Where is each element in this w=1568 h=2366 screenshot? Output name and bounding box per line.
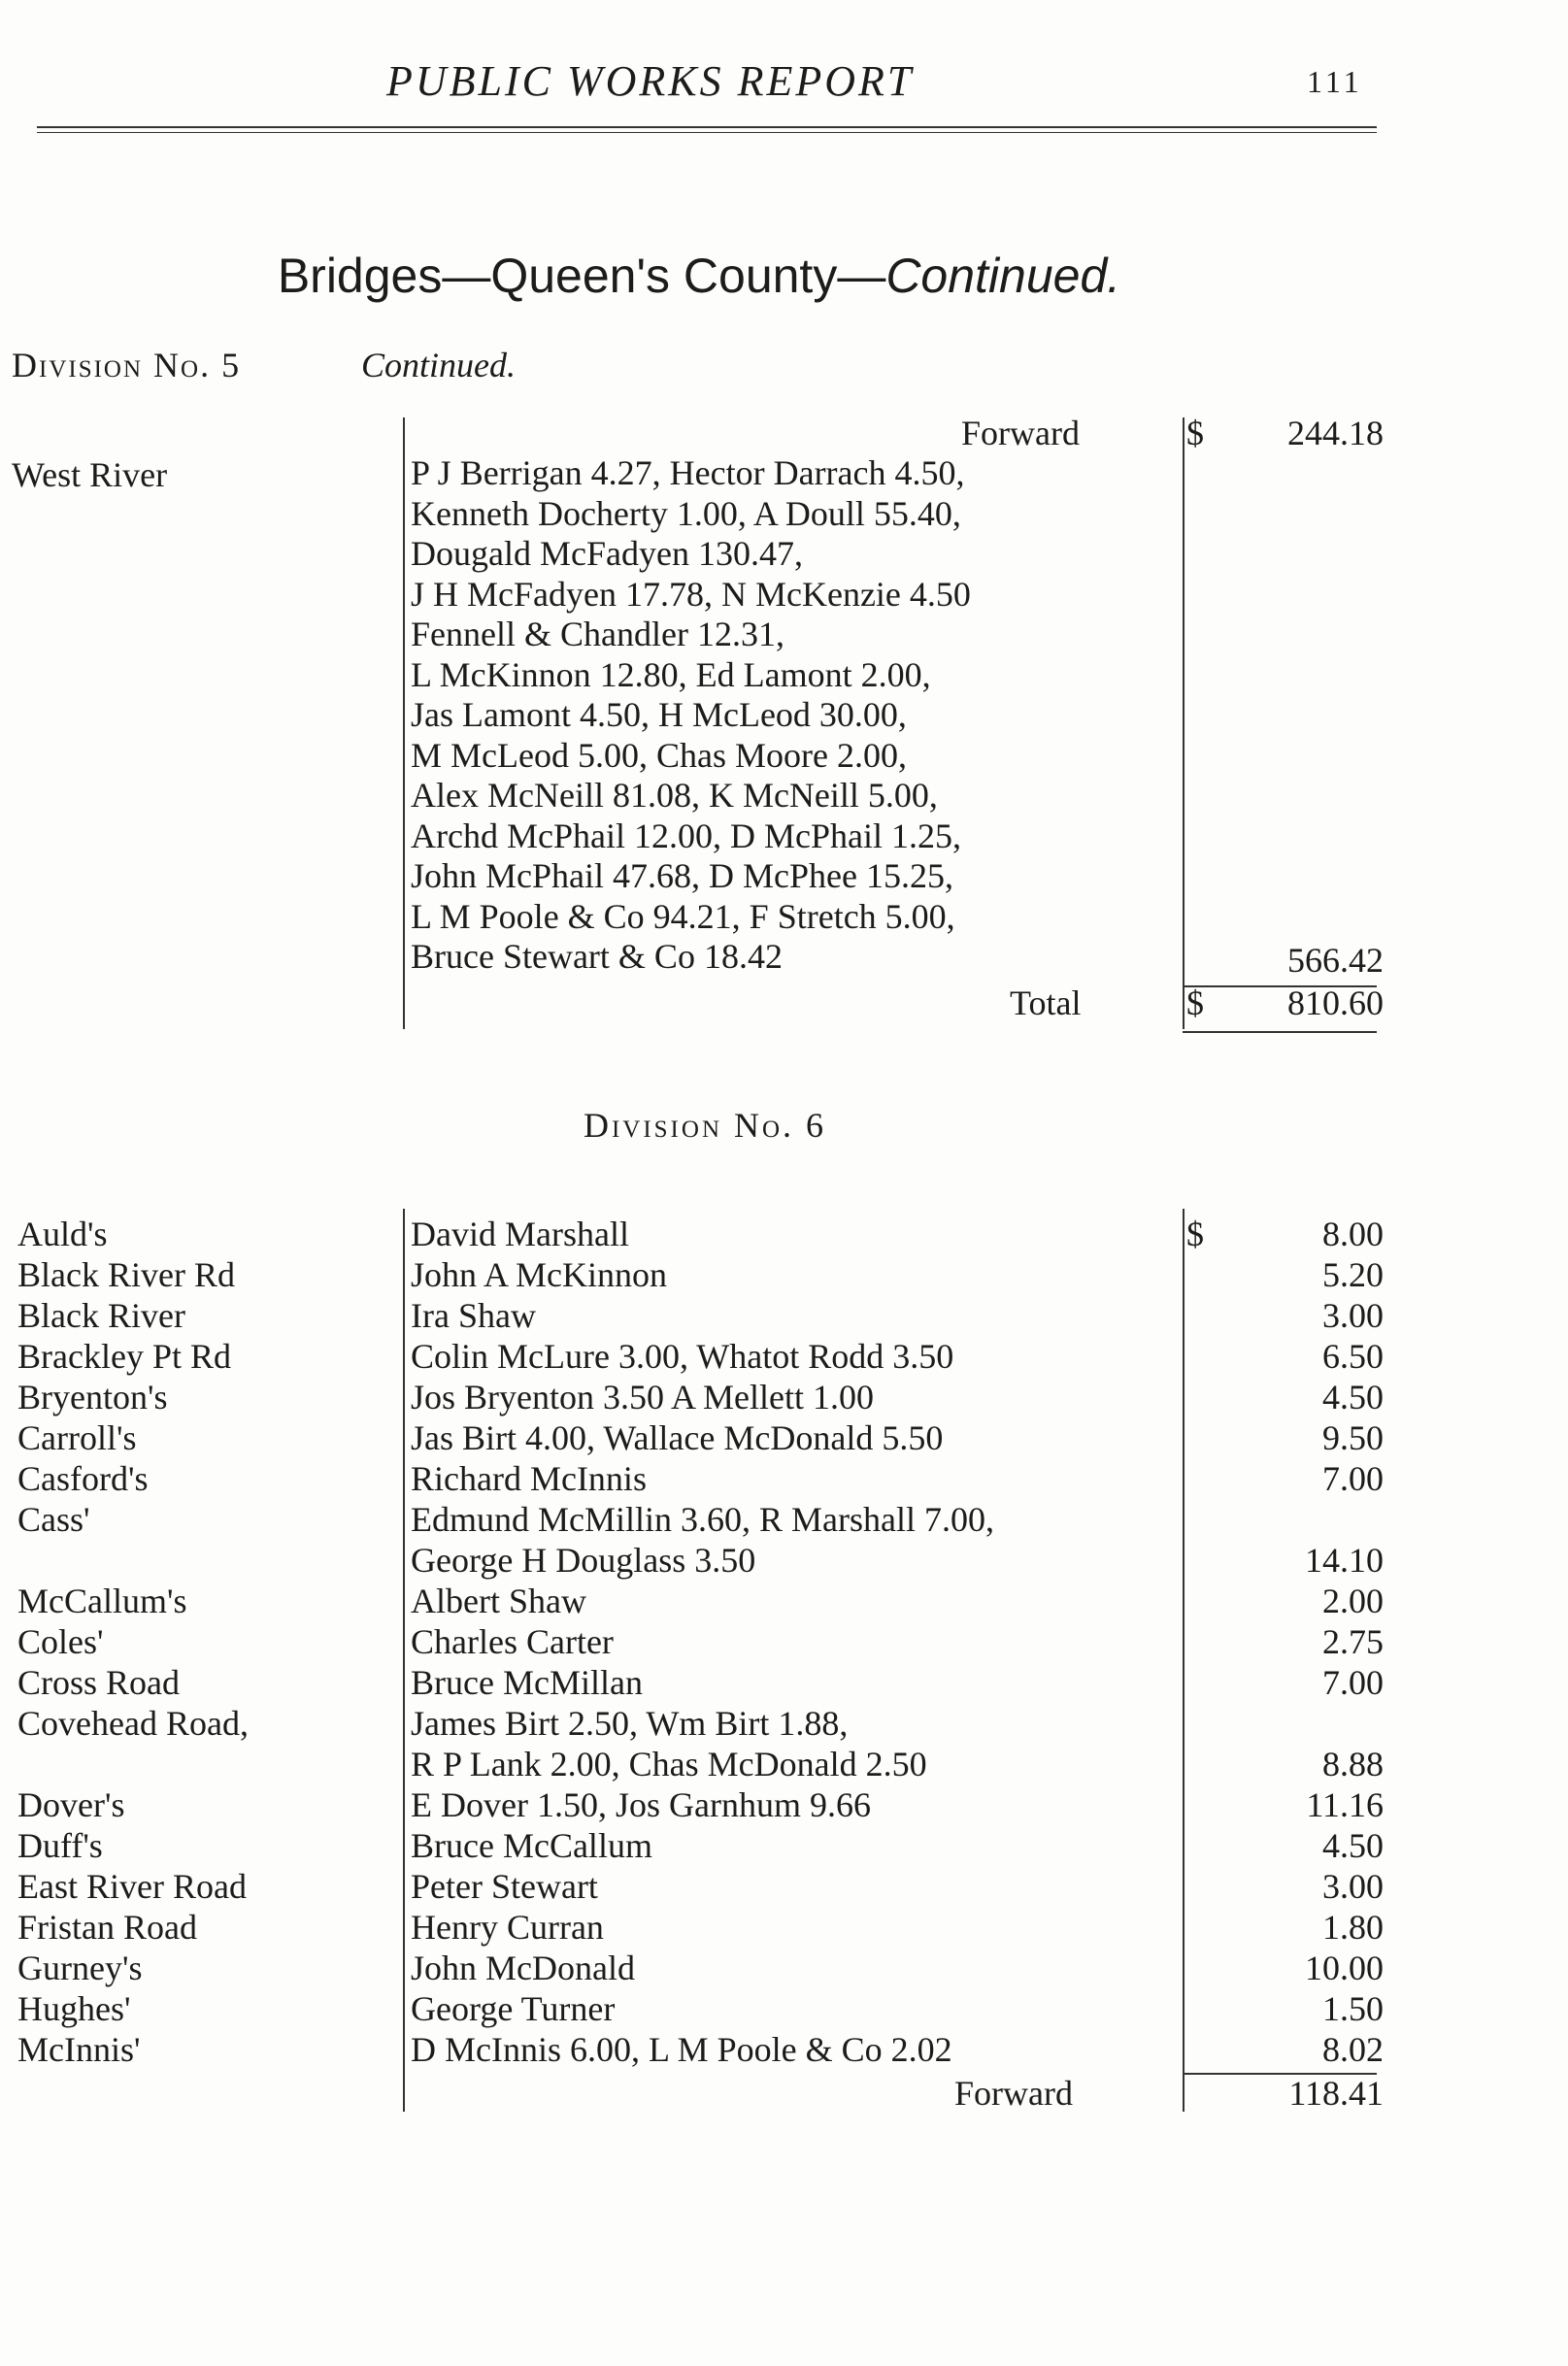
div6-place: Coles' — [17, 1622, 104, 1661]
div5-name-line: M McLeod 5.00, Chas Moore 2.00, — [411, 735, 907, 775]
div6-amount: 11.16 — [1306, 1785, 1384, 1824]
div6-place: East River Road — [17, 1867, 247, 1906]
div6-amount: 8.02 — [1322, 2030, 1384, 2069]
div6-amount: 8.88 — [1322, 1745, 1384, 1783]
division6-label: Division No. 6 — [583, 1106, 827, 1145]
section-title-continued: Continued. — [885, 249, 1121, 303]
div5-forward-amount: 244.18 — [1287, 414, 1384, 452]
div6-amount: 4.50 — [1322, 1826, 1384, 1865]
div5-names-rule — [403, 417, 405, 1029]
div6-names: Bruce McMillan — [411, 1663, 643, 1702]
div6-names: George H Douglass 3.50 — [411, 1541, 756, 1580]
div5-name-line: Archd McPhail 12.00, D McPhail 1.25, — [411, 816, 961, 855]
div5-name-line: Alex McNeill 81.08, K McNeill 5.00, — [411, 776, 938, 815]
div5-name-line: J H McFadyen 17.78, N McKenzie 4.50 — [411, 574, 971, 614]
div5-name-line: John McPhail 47.68, D McPhee 15.25, — [411, 856, 953, 895]
div6-names: Albert Shaw — [411, 1582, 586, 1620]
page-number: 111 — [1307, 64, 1363, 99]
div6-names: Jas Birt 4.00, Wallace McDonald 5.50 — [411, 1418, 944, 1457]
div5-name-line: Bruce Stewart & Co 18.42 — [411, 937, 783, 976]
div6-amount: 6.50 — [1322, 1337, 1384, 1376]
div5-name-line: Dougald McFadyen 130.47, — [411, 534, 803, 573]
report-title: PUBLIC WORKS REPORT — [386, 57, 915, 105]
division5-continued: Continued. — [361, 346, 516, 384]
div5-name-line: Jas Lamont 4.50, H McLeod 30.00, — [411, 695, 907, 734]
div6-names: John McDonald — [411, 1949, 635, 1987]
div5-forward-label: Forward — [961, 414, 1080, 452]
div5-name-line: Fennell & Chandler 12.31, — [411, 615, 784, 653]
div6-amount: 8.00 — [1322, 1215, 1384, 1253]
div6-amount: 2.00 — [1322, 1582, 1384, 1620]
div6-names: Jos Bryenton 3.50 A Mellett 1.00 — [411, 1378, 874, 1416]
div5-subtotal: 566.42 — [1287, 941, 1384, 980]
div6-names: Peter Stewart — [411, 1867, 598, 1906]
div6-names: Henry Curran — [411, 1908, 604, 1947]
section-title-main: Bridges—Queen's County— — [277, 249, 886, 303]
running-head — [0, 56, 1568, 115]
div5-amount-rule — [1183, 417, 1184, 1029]
div6-amount: 14.10 — [1305, 1541, 1384, 1580]
div6-amount: 7.00 — [1322, 1459, 1384, 1498]
div6-place: Black River — [17, 1296, 185, 1335]
div6-place: Auld's — [17, 1215, 108, 1253]
header-rule-bottom — [37, 132, 1377, 133]
div5-currency: $ — [1186, 414, 1204, 452]
div5-place: West River — [12, 455, 168, 494]
div5-name-line: Kenneth Docherty 1.00, A Doull 55.40, — [411, 493, 961, 533]
div6-place: Duff's — [17, 1826, 103, 1865]
div6-names: E Dover 1.50, Jos Garnhum 9.66 — [411, 1785, 871, 1824]
div6-names-rule — [403, 1209, 405, 2112]
div6-place: McInnis' — [17, 2030, 141, 2069]
div6-currency: $ — [1186, 1215, 1204, 1253]
div6-amount: 10.00 — [1305, 1949, 1384, 1987]
div6-amount: 5.20 — [1322, 1255, 1384, 1294]
header-rule-top — [37, 126, 1377, 128]
div6-names: D McInnis 6.00, L M Poole & Co 2.02 — [411, 2030, 952, 2069]
div5-total-currency: $ — [1186, 983, 1204, 1022]
div6-amount: 7.00 — [1322, 1663, 1384, 1702]
div5-total-amount: 810.60 — [1287, 983, 1384, 1022]
div6-amount: 1.80 — [1322, 1908, 1384, 1947]
div6-place: McCallum's — [17, 1582, 187, 1620]
div6-names: John A McKinnon — [411, 1255, 668, 1294]
div6-names: Charles Carter — [411, 1622, 614, 1661]
div5-total-label: Total — [1010, 983, 1082, 1022]
div5-name-line: L M Poole & Co 94.21, F Stretch 5.00, — [411, 896, 955, 936]
div6-forward-label: Forward — [954, 2074, 1073, 2113]
div6-place: Fristan Road — [17, 1908, 197, 1947]
div6-place: Hughes' — [17, 1989, 131, 2028]
div6-amount: 3.00 — [1322, 1867, 1384, 1906]
div6-place: Brackley Pt Rd — [17, 1337, 231, 1376]
div6-names: George Turner — [411, 1989, 616, 2028]
div6-place: Cross Road — [17, 1663, 181, 1702]
div6-names: R P Lank 2.00, Chas McDonald 2.50 — [411, 1745, 927, 1783]
div6-amount: 4.50 — [1322, 1378, 1384, 1416]
div6-place: Casford's — [17, 1459, 149, 1498]
div5-name-line: L McKinnon 12.80, Ed Lamont 2.00, — [411, 654, 931, 694]
div6-names: Richard McInnis — [411, 1459, 647, 1498]
div5-total-rule — [1183, 1031, 1377, 1033]
div6-forward-amount: 118.41 — [1288, 2074, 1384, 2113]
div6-place: Covehead Road, — [17, 1704, 249, 1743]
div6-names: Edmund McMillin 3.60, R Marshall 7.00, — [411, 1500, 994, 1539]
div6-names: David Marshall — [411, 1215, 629, 1253]
div6-amount: 9.50 — [1322, 1418, 1384, 1457]
div6-names: James Birt 2.50, Wm Birt 1.88, — [411, 1704, 849, 1743]
div6-place: Gurney's — [17, 1949, 143, 1987]
div6-amount: 1.50 — [1322, 1989, 1384, 2028]
div6-names: Bruce McCallum — [411, 1826, 652, 1865]
div6-place: Carroll's — [17, 1418, 137, 1457]
div6-place: Dover's — [17, 1785, 125, 1824]
div6-place: Black River Rd — [17, 1255, 235, 1294]
section-title — [0, 248, 1398, 304]
div5-name-line: P J Berrigan 4.27, Hector Darrach 4.50, — [411, 453, 965, 492]
division5-label: Division No. 5 — [12, 346, 242, 384]
div6-names: Colin McLure 3.00, Whatot Rodd 3.50 — [411, 1337, 954, 1376]
div6-amount: 3.00 — [1322, 1296, 1384, 1335]
div6-names: Ira Shaw — [411, 1296, 536, 1335]
div6-amount: 2.75 — [1322, 1622, 1384, 1661]
div6-place: Bryenton's — [17, 1378, 168, 1416]
div6-place: Cass' — [17, 1500, 90, 1539]
